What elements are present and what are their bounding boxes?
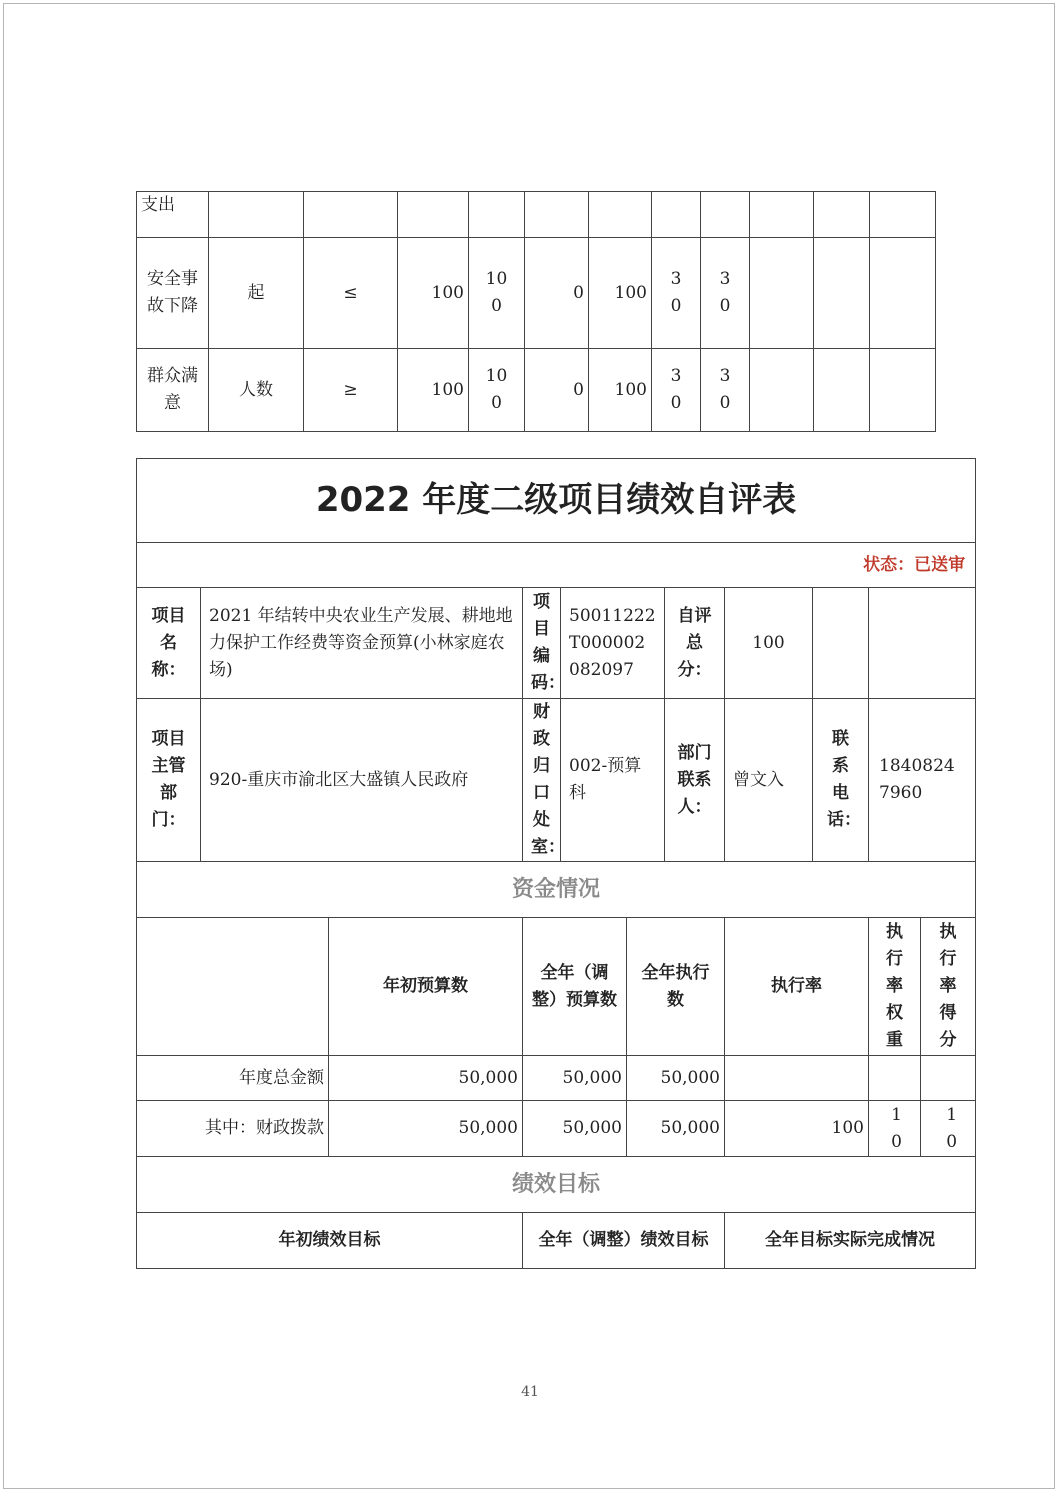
phone-label: 联系电话： (813, 699, 869, 862)
funding-adjusted: 50,000 (523, 1101, 627, 1157)
evaluation-form (136, 458, 976, 1269)
status-badge: 状态：已送审 (137, 543, 976, 588)
funding-weight: 10 (869, 1101, 921, 1157)
project-code-label: 项目编码： (523, 588, 561, 699)
funding-initial: 50,000 (329, 1056, 523, 1101)
funding-executed: 50,000 (627, 1056, 725, 1101)
indicator-value: 100 (398, 349, 469, 432)
page-number: 41 (521, 1384, 539, 1400)
table-row (137, 192, 936, 238)
indicator-value: 100 (398, 238, 469, 349)
header-actual-completion: 全年目标实际完成情况 (725, 1213, 976, 1269)
dept-label: 项目主管部门： (137, 699, 201, 862)
indicator-operator: ≥ (304, 349, 398, 432)
page-title: 2022 年度二级项目绩效自评表 (137, 459, 976, 543)
finance-office-label: 财政归口处室： (523, 699, 561, 862)
table-header-row (137, 1213, 976, 1269)
indicator-value: 30 (652, 238, 701, 349)
funding-rate (725, 1056, 869, 1101)
table-row (137, 238, 936, 349)
self-score-label: 自评总分： (665, 588, 725, 699)
funding-score: 10 (921, 1101, 976, 1157)
header-executed: 全年执行数 (627, 918, 725, 1056)
funding-initial: 50,000 (329, 1101, 523, 1157)
indicator-value: 0 (525, 238, 589, 349)
contact-label: 部门联系人： (665, 699, 725, 862)
header-exec-score: 执行率得分 (921, 918, 976, 1056)
indicator-label: 群众满意 (137, 349, 209, 432)
status-row (137, 543, 976, 588)
section-row (137, 862, 976, 918)
indicator-value: 100 (589, 349, 652, 432)
indicator-value: 0 (525, 349, 589, 432)
self-score-value: 100 (725, 588, 813, 699)
table-row (137, 1101, 976, 1157)
header-initial-budget: 年初预算数 (329, 918, 523, 1056)
indicator-operator: ≤ (304, 238, 398, 349)
header-initial-target: 年初绩效目标 (137, 1213, 523, 1269)
indicator-value: 30 (701, 349, 750, 432)
phone-value: 18408247960 (869, 699, 976, 862)
funding-weight (869, 1056, 921, 1101)
contact-value: 曾文入 (725, 699, 813, 862)
project-name-value: 2021 年结转中央农业生产发展、耕地地力保护工作经费等资金预算(小林家庭农场) (201, 588, 523, 699)
indicator-value: 100 (469, 349, 525, 432)
header-exec-weight: 执行率权重 (869, 918, 921, 1056)
indicator-label: 安全事故下降 (137, 238, 209, 349)
table-row (137, 349, 936, 432)
dept-value: 920-重庆市渝北区大盛镇人民政府 (201, 699, 523, 862)
header-exec-rate: 执行率 (725, 918, 869, 1056)
funding-adjusted: 50,000 (523, 1056, 627, 1101)
table-row (137, 588, 976, 699)
funding-rate: 100 (725, 1101, 869, 1157)
project-code-value: 50011222T000002082097 (561, 588, 665, 699)
header-adjusted-budget: 全年（调整）预算数 (523, 918, 627, 1056)
indicator-label: 支出 (137, 192, 209, 238)
indicator-value: 30 (701, 238, 750, 349)
indicator-value: 100 (589, 238, 652, 349)
funding-executed: 50,000 (627, 1101, 725, 1157)
funding-score (921, 1056, 976, 1101)
finance-office-value: 002-预算科 (561, 699, 665, 862)
project-name-label: 项目名称： (137, 588, 201, 699)
title-row (137, 459, 976, 543)
funding-row-label: 其中：财政拨款 (137, 1101, 329, 1157)
indicator-value: 30 (652, 349, 701, 432)
indicator-table (136, 191, 936, 432)
section-row (137, 1157, 976, 1213)
indicator-unit: 人数 (209, 349, 304, 432)
table-header-row (137, 918, 976, 1056)
funding-section-title: 资金情况 (137, 862, 976, 918)
table-row (137, 1056, 976, 1101)
indicator-value: 100 (469, 238, 525, 349)
table-row (137, 699, 976, 862)
header-adjusted-target: 全年（调整）绩效目标 (523, 1213, 725, 1269)
funding-row-label: 年度总金额 (137, 1056, 329, 1101)
indicator-unit: 起 (209, 238, 304, 349)
performance-section-title: 绩效目标 (137, 1157, 976, 1213)
